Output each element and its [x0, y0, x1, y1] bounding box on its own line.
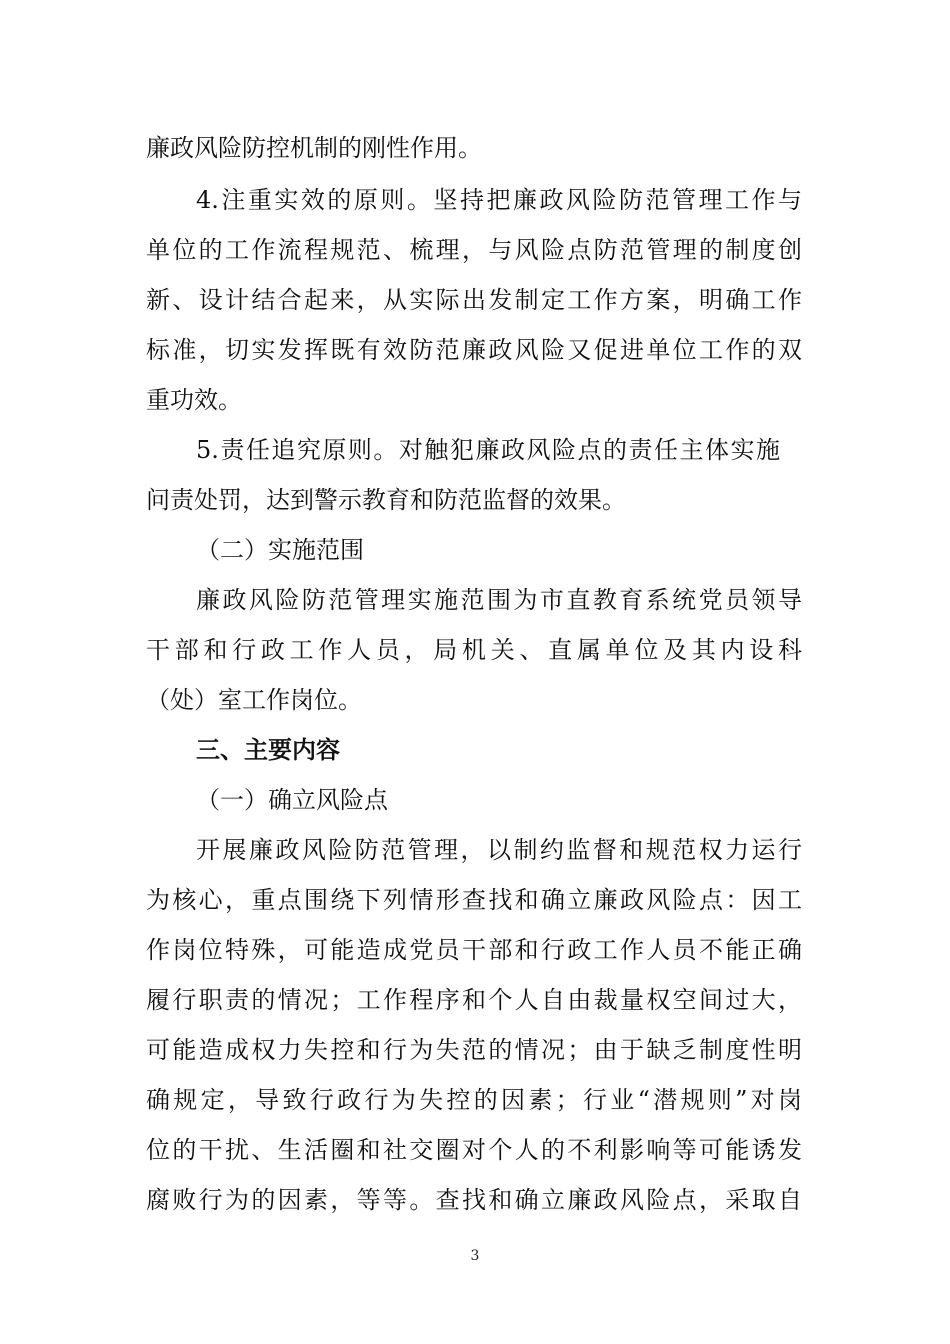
- body-line: 确规定，导致行政行为失控的因素；行业“潜规则”对岗: [146, 1086, 802, 1114]
- body-line: 可能造成权力失控和行为失范的情况；由于缺乏制度性明: [146, 1036, 802, 1064]
- principle-5: 5.责任追究原则。对触犯廉政风险点的责任主体实施: [196, 436, 780, 464]
- body-line: 标准，切实发挥既有效防范廉政风险又促进单位工作的双: [146, 336, 802, 364]
- body-line: 开展廉政风险防范管理，以制约监督和规范权力运行: [196, 836, 802, 864]
- body-line: 重功效。: [146, 386, 242, 414]
- body-line: 履行职责的情况；工作程序和个人自由裁量权空间过大，: [146, 986, 802, 1014]
- body-line: 位的干扰、生活圈和社交圈对个人的不利影响等可能诱发: [146, 1136, 802, 1164]
- body-line: 为核心，重点围绕下列情形查找和确立廉政风险点：因工: [146, 886, 802, 914]
- body-line: 廉政风险防控机制的刚性作用。: [146, 134, 482, 162]
- chapter-heading-main-content: 三、主要内容: [196, 735, 340, 764]
- body-line: 干部和行政工作人员，局机关、直属单位及其内设科: [146, 636, 802, 664]
- body-line: 腐败行为的因素，等等。查找和确立廉政风险点，采取自: [146, 1186, 802, 1214]
- body-line: 作岗位特殊，可能造成党员干部和行政工作人员不能正确: [146, 936, 802, 964]
- body-line: 问责处罚，达到警示教育和防范监督的效果。: [146, 486, 626, 514]
- principle-4: 4.注重实效的原则。坚持把廉政风险防范管理工作与: [196, 186, 802, 214]
- body-line: 单位的工作流程规范、梳理，与风险点防范管理的制度创: [146, 236, 802, 264]
- section-heading-scope: （二）实施范围: [196, 536, 364, 564]
- body-line: 廉政风险防范管理实施范围为市直教育系统党员领导: [196, 586, 802, 614]
- body-line: （处）室工作岗位。: [146, 686, 362, 714]
- body-line: 新、设计结合起来，从实际出发制定工作方案，明确工作: [146, 286, 802, 314]
- page-number: 3: [470, 1248, 480, 1264]
- section-heading-risk-points: （一）确立风险点: [196, 786, 388, 814]
